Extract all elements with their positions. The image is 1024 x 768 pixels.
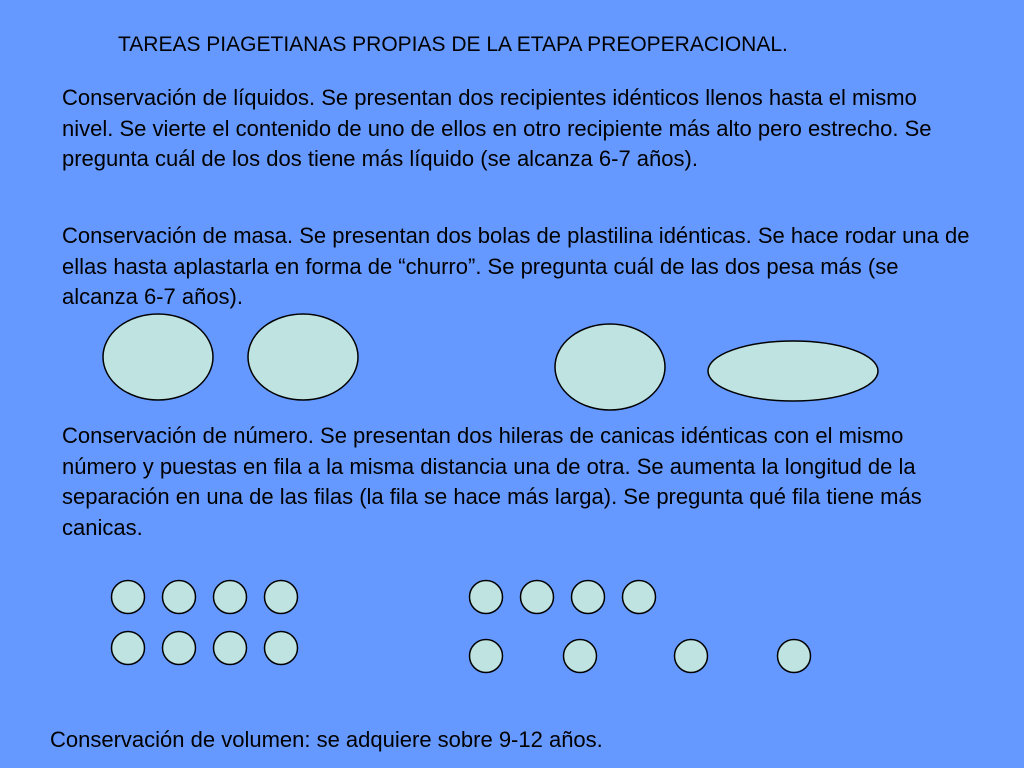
marble xyxy=(470,640,503,673)
slide-title: TAREAS PIAGETIANAS PROPIAS DE LA ETAPA PREOPERACIONAL. xyxy=(118,33,788,56)
number-equal-rows xyxy=(112,581,298,665)
clay-ball-right xyxy=(248,314,358,400)
paragraph-volume-conservation: Conservación de volumen: se adquiere sobre 9-12 años. xyxy=(50,727,603,752)
marble xyxy=(214,632,247,665)
mass-ball-and-churro xyxy=(555,324,878,410)
marble xyxy=(265,632,298,665)
paragraph-liquid-conservation: Conservación de líquidos. Se presentan dos recipientes idénticos llenos hasta el mismo nivel. Se vierte el contenido de uno de ellos en otro recipiente más alto pero estrecho. Se pregunta cuál de los dos tiene más líquido (se alcanza 6-7 años). xyxy=(62,85,932,171)
paragraph-number-conservation: Conservación de número. Se presentan dos hileras de canicas idénticas con el mismo número y puestas en fila a la misma distancia una de otra. Se aumenta la longitud de la separación en una de las filas (la fila se hace más larga). Se pregunta qué fila tiene más canicas. xyxy=(62,423,922,540)
mass-identical-balls xyxy=(103,314,358,400)
marble xyxy=(112,581,145,614)
number-spread-rows xyxy=(470,581,811,673)
marble xyxy=(572,581,605,614)
marble xyxy=(623,581,656,614)
marble xyxy=(564,640,597,673)
marble xyxy=(163,632,196,665)
marble xyxy=(521,581,554,614)
marble xyxy=(214,581,247,614)
marble xyxy=(163,581,196,614)
paragraph-mass-conservation: Conservación de masa. Se presentan dos bolas de plastilina idénticas. Se hace rodar una de ellas hasta aplastarla en forma de “churro”. Se pregunta cuál de las dos pesa más (se alcanza 6-7 años). xyxy=(62,223,970,309)
clay-ball xyxy=(555,324,665,410)
marble xyxy=(778,640,811,673)
marble xyxy=(675,640,708,673)
marble xyxy=(470,581,503,614)
clay-churro xyxy=(708,341,878,401)
clay-ball-left xyxy=(103,314,213,400)
marble xyxy=(112,632,145,665)
marble xyxy=(265,581,298,614)
